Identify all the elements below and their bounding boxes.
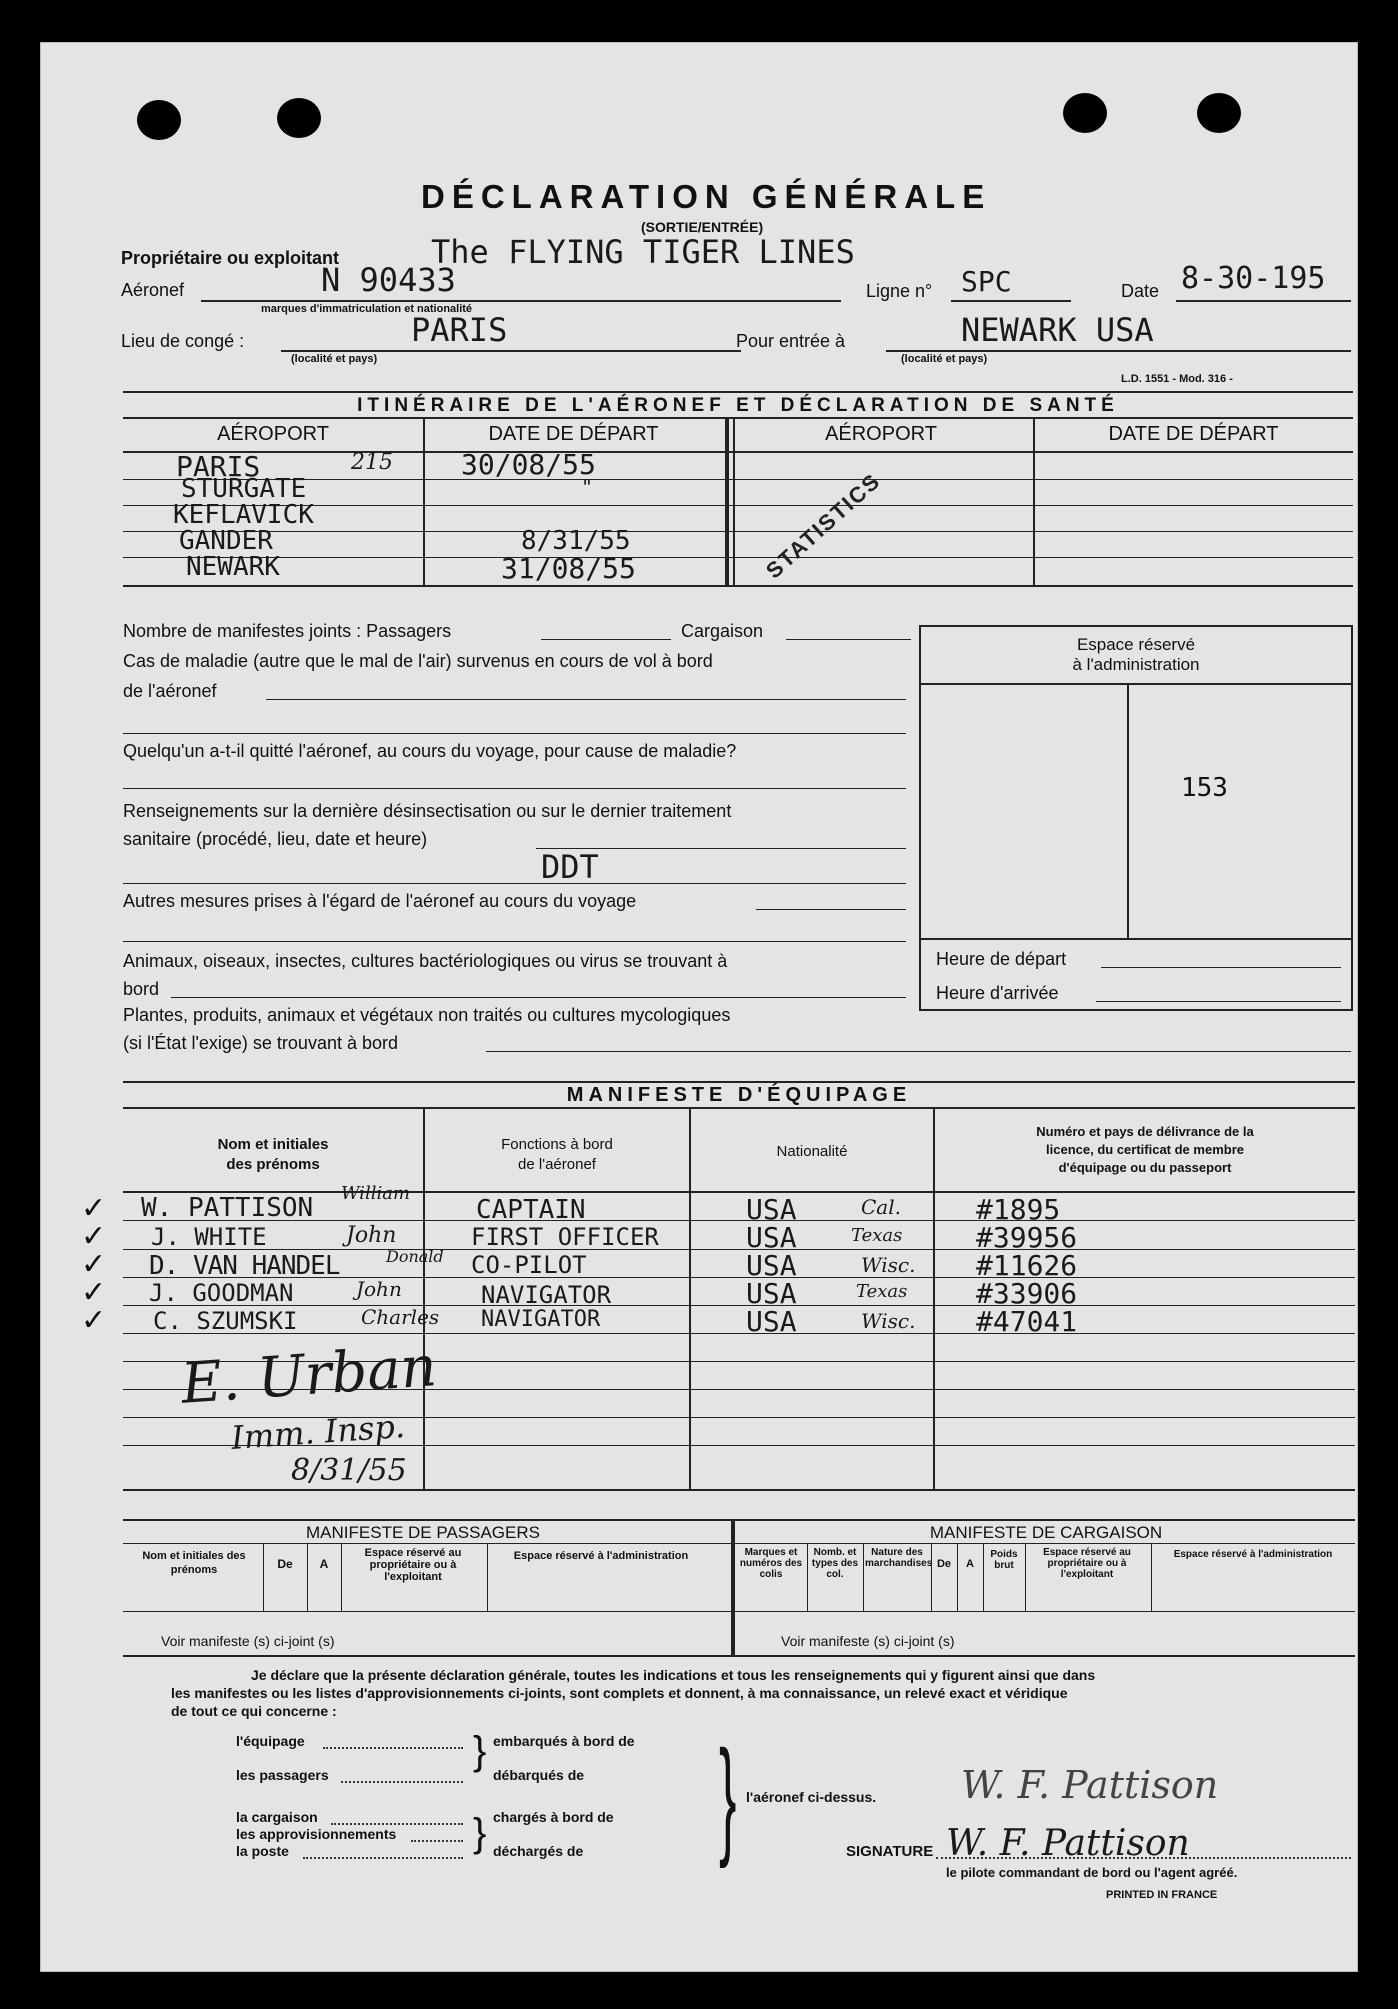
passengers-col-admin: Espace réservé à l'administration [513,1550,689,1562]
punch-hole [137,100,181,140]
document-page [40,42,1358,1972]
admin-title-1: Espace réservé [1076,635,1196,654]
itinerary-date: 8/31/55 [521,526,631,556]
statistics-stamp: STATISTICS [760,467,886,584]
passengers-col-name: Nom et initiales des prénoms [142,1550,246,1576]
itinerary-col-date-2: DATE DE DÉPART [1108,423,1279,445]
admin-number: 153 [1181,773,1228,803]
crew-license: #39956 [976,1221,1078,1254]
owner-value: The FLYING TIGER LINES [431,233,855,271]
declaration-loaded: chargés à bord de [493,1809,614,1825]
brace-icon: } [473,1811,487,1855]
crew-first-name: John [346,1223,397,1248]
itinerary-airport: STURGATE [181,474,307,504]
cargo-col-owner: Espace réservé au propriétaire ou à l'exploitant [1043,1547,1131,1580]
line-value: SPC [961,265,1012,298]
passengers-col-owner: Espace réservé au propriétaire ou à l'exploitant [364,1547,462,1583]
cargo-col-count: Nomb. et types des col. [811,1547,859,1580]
health-question-5b: bord [123,979,160,999]
itinerary-airport: PARIS [176,450,261,483]
inspector-title: Imm. Insp. [229,1406,407,1458]
crew-license: #33906 [976,1277,1078,1310]
cargo-col-from: De [936,1558,952,1570]
crew-state: Texas [856,1281,908,1302]
declaration-crew: l'équipage [236,1733,305,1749]
crew-col-license-1: Numéro et pays de délivrance de la [1036,1124,1254,1139]
passengers-see-attached: Voir manifeste (s) ci-joint (s) [161,1633,335,1649]
crew-col-name-2: des prénoms [226,1156,320,1173]
line-label: Ligne n° [866,281,933,301]
cargo-col-marks: Marques et numéros des colis [739,1547,803,1580]
crew-license: #11626 [976,1249,1078,1282]
crew-nationality: USA [746,1249,797,1282]
date-value: 8-30-195 [1181,261,1326,296]
entry-value: NEWARK USA [961,311,1154,349]
aircraft-note: marques d'immatriculation et nationalité [261,303,473,315]
crew-function: NAVIGATOR [481,1307,601,1332]
crew-nationality: USA [746,1305,797,1338]
locality-note: (localité et pays) [291,353,378,365]
declaration-supplies: les approvisionnements [236,1826,397,1842]
declaration-mail: la poste [236,1843,289,1859]
punch-hole [277,98,321,138]
check-mark-icon: ✓ [81,1276,107,1309]
health-question-1b: de l'aéronef [123,681,217,701]
crew-first-name: John [356,1277,402,1301]
passengers-col-from: De [277,1557,293,1571]
health-question-3b: sanitaire (procédé, lieu, date et heure) [123,829,428,849]
crew-function: CAPTAIN [476,1195,586,1225]
health-question-5: Animaux, oiseaux, insectes, cultures bactériologiques ou virus se trouvant à [123,951,728,971]
cargo-col-to: A [966,1558,974,1570]
itinerary-airport: NEWARK [186,552,280,582]
crew-state: Wisc. [861,1253,916,1277]
locality-note-entry: (localité et pays) [901,353,988,365]
manifests-label: Nombre de manifestes joints : Passagers [123,621,452,641]
crew-name: J. GOODMAN [149,1279,294,1307]
itinerary-col-date: DATE DE DÉPART [488,423,659,445]
crew-title: MANIFESTE D'ÉQUIPAGE [566,1084,912,1106]
crew-function: FIRST OFFICER [471,1223,659,1251]
passengers-col-to: A [319,1557,329,1571]
departure-place-label: Lieu de congé : [121,331,245,351]
punch-hole [1063,93,1107,133]
health-question-6: Plantes, produits, animaux et végétaux non traités ou cultures mycologiques [123,1005,731,1025]
crew-function: NAVIGATOR [481,1281,612,1309]
crew-license: #1895 [976,1193,1061,1226]
entry-label: Pour entrée à [736,331,846,351]
declaration-embarked: embarqués à bord de [493,1733,635,1749]
declaration-cargo: la cargaison [236,1809,318,1825]
cargo-col-nature: Nature des marchandises [865,1547,933,1569]
inspector-date: 8/31/55 [291,1453,407,1488]
owner-label: Propriétaire ou exploitant [121,248,340,268]
itinerary-airport: GANDER [179,526,273,556]
health-question-2: Quelqu'un a-t-il quitté l'aéronef, au cours du voyage, pour cause de maladie? [123,741,737,761]
cargo-col-weight: Poids brut [990,1549,1018,1571]
declaration-aircraft: l'aéronef ci-dessus. [746,1789,877,1805]
declaration-disembarked: débarqués de [493,1767,585,1783]
check-mark-icon: ✓ [81,1220,107,1253]
signature-scribble: W. F. Pattison [961,1763,1219,1807]
aircraft-value: N 90433 [321,261,456,299]
crew-state: Wisc. [861,1309,916,1333]
passengers-title: MANIFESTE DE PASSAGERS [306,1523,540,1542]
itinerary-date: 30/08/55 [461,448,596,481]
itinerary-date: " [581,475,594,499]
arrival-time-label: Heure d'arrivée [936,983,1059,1003]
itinerary-airport: KEFLAVICK [173,500,314,530]
check-mark-icon: ✓ [81,1248,107,1281]
brace-icon: } [473,1729,487,1773]
crew-col-function-2: de l'aéronef [518,1156,596,1173]
signature-label: SIGNATURE [846,1843,934,1860]
crew-name: D. VAN HANDEL [149,1251,340,1281]
health-question-3: Renseignements sur la dernière désinsectisation ou sur le dernier traitement [123,801,732,821]
crew-name: W. PATTISON [141,1193,314,1223]
declaration-text-2: les manifestes ou les listes d'approvisionnements ci-joints, sont complets et donnent, à ma connaissance, un relevé exact et véridique [171,1685,1068,1701]
date-label: Date [1121,281,1160,301]
crew-first-name: William [341,1183,411,1204]
declaration-text-3: de tout ce qui concerne : [171,1703,337,1719]
crew-col-function-1: Fonctions à bord [501,1136,613,1153]
itinerary-title: ITINÉRAIRE DE L'AÉRONEF ET DÉCLARATION DE SANTÉ [357,395,1119,416]
crew-name: J. WHITE [151,1223,267,1251]
health-question-4: Autres mesures prises à l'égard de l'aéronef au cours du voyage [123,891,637,911]
declaration-passengers: les passagers [236,1767,329,1783]
cargo-col-admin: Espace réservé à l'administration [1173,1549,1333,1560]
signature-note: le pilote commandant de bord ou l'agent agréé. [946,1865,1238,1880]
form-reference: L.D. 1551 - Mod. 316 - [1121,373,1233,385]
crew-nationality: USA [746,1221,797,1254]
crew-first-name: Donald [386,1247,444,1266]
printed-in-france: PRINTED IN FRANCE [1106,1889,1218,1901]
itinerary-col-airport-2: AÉROPORT [825,423,937,445]
inspector-signature: E. Urban [179,1334,439,1417]
cargo-label: Cargaison [681,621,764,641]
crew-col-nationality: Nationalité [776,1143,848,1160]
crew-state: Cal. [861,1195,901,1219]
crew-col-name-1: Nom et initiales [217,1136,329,1153]
check-mark-icon: ✓ [81,1304,107,1337]
cargo-title: MANIFESTE DE CARGAISON [929,1523,1163,1542]
itinerary-date: 31/08/55 [501,552,636,585]
signature-value: W. F. Pattison [946,1823,1190,1864]
crew-first-name: Charles [361,1305,440,1329]
crew-col-license-3: d'équipage ou du passeport [1058,1160,1232,1175]
crew-license: #47041 [976,1305,1078,1338]
crew-state: Texas [851,1225,903,1246]
crew-name: C. SZUMSKI [153,1307,298,1335]
crew-nationality: USA [746,1277,797,1310]
check-mark-icon: ✓ [81,1192,107,1225]
health-question-1: Cas de maladie (autre que le mal de l'air) survenus en cours de vol à bord [123,651,713,671]
page-subtitle: (SORTIE/ENTRÉE) [641,219,764,235]
itinerary-extra: 215 [351,450,393,475]
large-brace-icon: } [719,1723,737,1869]
aircraft-label: Aéronef [121,280,185,300]
page-title: DÉCLARATION GÉNÉRALE [421,178,992,215]
declaration-text-1: Je déclare que la présente déclaration générale, toutes les indications et tous les renseignements qui y figurent ainsi que dans [251,1667,1096,1683]
departure-place-value: PARIS [411,311,508,349]
admin-title-2: à l'administration [1072,655,1200,674]
crew-nationality: USA [746,1193,797,1226]
itinerary-col-airport: AÉROPORT [217,423,329,445]
health-question-6b: (si l'État l'exige) se trouvant à bord [123,1033,399,1053]
punch-hole [1197,93,1241,133]
departure-time-label: Heure de départ [936,949,1067,969]
crew-col-license-2: licence, du certificat de membre [1046,1142,1244,1157]
disinsection-value: DDT [541,848,599,886]
cargo-see-attached: Voir manifeste (s) ci-joint (s) [781,1633,955,1649]
crew-function: CO-PILOT [471,1251,587,1279]
declaration-unloaded: déchargés de [493,1843,584,1859]
